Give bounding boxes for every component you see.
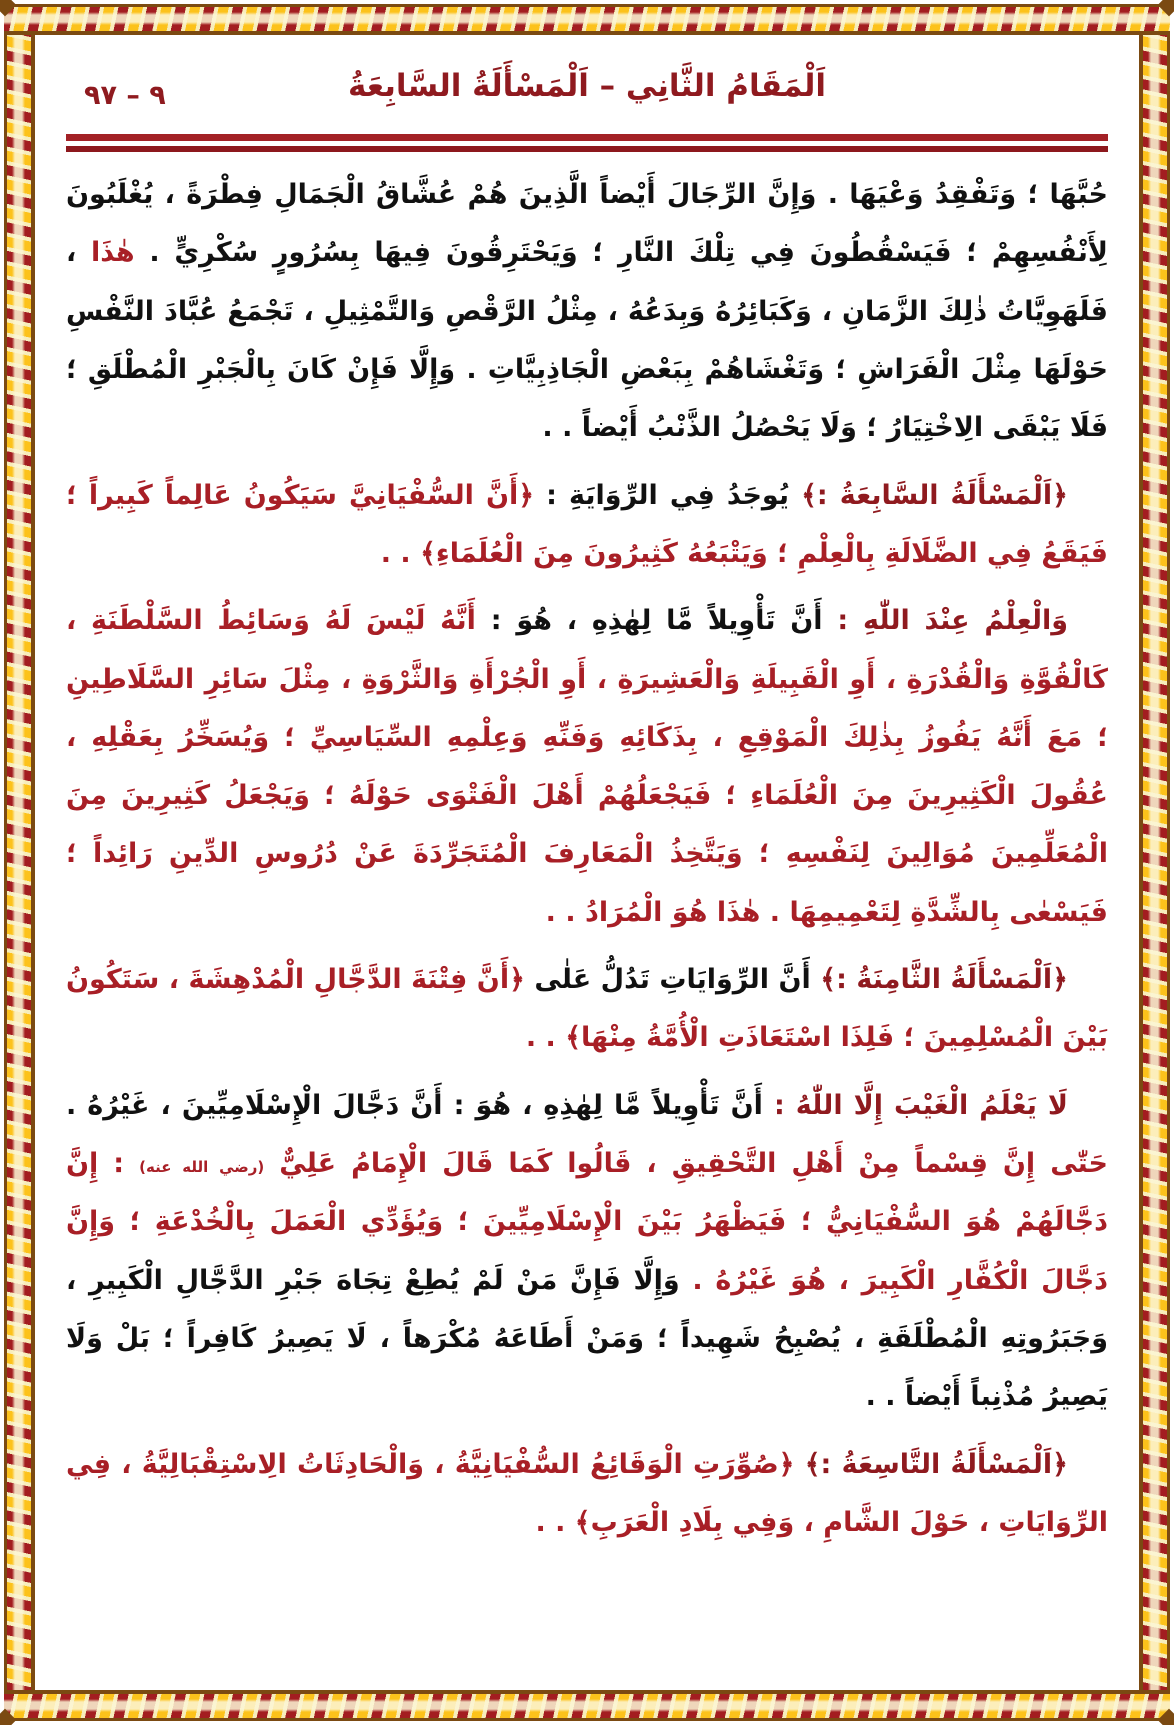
text-segment-maroon: ﴿اَلْمَسْأَلَةُ الثَّامِنَةُ :﴾ <box>810 964 1068 996</box>
text-segment-maroon: وَالْعِلْمُ عِنْدَ اللّٰهِ : <box>822 605 1068 637</box>
header-double-rule <box>66 134 1108 152</box>
text-segment-red: أَنَّهُ لَيْسَ لَهُ وَسَائِطُ السَّلْطَنَةِ ، كَالْقُوَّةِ وَالْقُدْرَةِ ، أَوِ الْقَبِيلَةِ وَالْعَشِيرَةِ ، أَوِ الْجُرْأَةِ وَالثَّرْوَةِ ، مِثْلَ سَائِرِ السَّلَاطِينِ ؛ مَعَ أَنَّهُ يَفُوزُ بِذٰلِكَ الْمَوْقِعِ ، بِذَكَائِهِ وَفَنِّهِ وَعِلْمِهِ السِّيَاسِيِّ ؛ وَيُسَخِّرُ بِعَقْلِهِ ، عُقُولَ الْكَثِيرِينَ مِنَ الْعُلَمَاءِ ؛ فَيَجْعَلُهُمْ أَهْلَ الْفَتْوَى حَوْلَهُ ؛ وَيَجْعَلُ كَثِيرِينَ مِنَ الْمُعَلِّمِينَ مُوَالِينَ لِنَفْسِهِ ؛ وَيَتَّخِذُ الْمَعَارِفَ الْمُتَجَرِّدَةَ عَنْ دُرُوسِ الدِّينِ رَائِداً ؛ فَيَسْعٰى بِالشِّدَّةِ لِتَعْمِيمِهَا . هٰذَا هُوَ الْمُرَادُ . . <box>66 605 1108 928</box>
text-segment-red: حَتّٰى إِنَّ قِسْماً مِنْ أَهْلِ التَّحْقِيقِ ، قَالُوا كَمَا قَالَ الْإِمَامُ عَلِيٌّ <box>264 1148 1108 1179</box>
text-segment-black: يُوجَدُ فِي الرِّوَايَةِ : <box>534 479 790 511</box>
text-segment-red: ﴿صُوِّرَتِ الْوَقَائِعُ السُّفْيَانِيَّةُ ، وَالْحَادِثَاتُ الِاسْتِقْبَالِيَّةُ ، فِي الرِّوَايَاتِ ، حَوْلَ الشَّامِ ، وَفِي بِلَادِ الْعَرَبِ﴾ . . <box>66 1448 1108 1538</box>
text-segment-red: : إِنَّ دَجَّالَهُمْ هُوَ السُّفْيَانِيُّ ؛ فَيَظْهَرُ بَيْنَ الْإِسْلَامِيِّينَ ؛ وَيُؤَدِّي الْعَمَلَ بِالْخُدْعَةِ ؛ وَإِنَّ دَجَّالَ الْكُفَّارِ الْكَبِيرَ ، هُوَ غَيْرُهُ . <box>66 1148 1109 1296</box>
text-segment-maroon: ﴿اَلْمَسْأَلَةُ السَّابِعَةُ :﴾ <box>789 479 1068 511</box>
text-segment-black: أَنَّ تَأْوِيلاً مَّا لِهٰذِهِ ، هُوَ : أَنَّ دَجَّالَ الْإِسْلَامِيِّينَ ، غَيْرُهُ . <box>66 1089 763 1121</box>
border-top-ornament <box>4 4 1170 35</box>
text-segment-honorific: (رضي الله عنه) <box>139 1158 265 1176</box>
paragraph-masala-7 <box>66 467 1108 584</box>
border-bottom-ornament <box>4 1690 1170 1721</box>
text-segment-black: وَإِلَّا فَإِنَّ مَنْ لَمْ يُطِعْ تِجَاهَ جَبْرِ الدَّجَّالِ الْكَبِيرِ ، وَجَبَرُوتِهِ الْمُطْلَقَةِ ، يُصْبِحُ شَهِيداً ؛ وَمَنْ أَطَاعَهُ مُكْرَهاً ، لَا يَصِيرُ كَافِراً ؛ بَلْ وَلَا يَصِيرُ مُذْنِباً أَيْضاً . . <box>66 1264 1108 1413</box>
text-segment-red: ﴿أَنَّ فِتْنَةَ الدَّجَّالِ الْمُدْهِشَةَ ، سَتَكُونُ بَيْنَ الْمُسْلِمِينَ ؛ فَلِذَا اسْتَعَاذَتِ الْأُمَّةُ مِنْهَا﴾ . . <box>66 964 1108 1054</box>
page-title: اَلْمَقَامُ الثَّانِي – اَلْمَسْأَلَةُ السَّابِعَةُ <box>347 68 827 104</box>
text-segment-red: ﴿أَنَّ السُّفْيَانِيَّ سَيَكُونُ عَالِماً كَبِيراً ؛ فَيَقَعُ فِي الضَّلَالَةِ بِالْعِلْمِ ؛ وَيَتْبَعُهُ كَثِيرُونَ مِنَ الْعُلَمَاءِ﴾ . . <box>66 479 1108 569</box>
border-right-ornament <box>1139 4 1170 1721</box>
page-header <box>66 58 1108 122</box>
page-content <box>66 58 1108 1677</box>
paragraph-masala-9 <box>66 1436 1108 1553</box>
border-left-ornament <box>4 4 35 1721</box>
paragraph-continuation <box>66 166 1108 458</box>
text-segment-black: حُبَّهَا ؛ وَتَفْقِدُ وَعْيَهَا . وَإِنَّ الرِّجَالَ أَيْضاً الَّذِينَ هُمْ عُشَّاقُ الْجَمَالِ فِطْرَةً ، يُغْلَبُونَ لِأَنْفُسِهِمْ ؛ فَيَسْقُطُونَ فِي تِلْكَ النَّارِ ؛ وَيَحْتَرِقُونَ فِيهَا بِسُرُورٍ سُكْرِيٍّ . <box>66 179 1108 269</box>
page-number: ٩ – ٩٧ <box>84 80 166 111</box>
text-segment-maroon: ﴿اَلْمَسْأَلَةُ التَّاسِعَةُ :﴾ <box>794 1448 1068 1480</box>
text-segment-maroon: لَا يَعْلَمُ الْغَيْبَ إِلَّا اللّٰهُ : <box>762 1089 1069 1121</box>
text-segment-black: أَنَّ الرِّوَايَاتِ تَدُلُّ عَلٰى <box>524 964 811 996</box>
paragraph-masala-8 <box>66 951 1108 1068</box>
paragraph-tawil-7 <box>66 592 1108 942</box>
body-paragraphs <box>66 166 1108 1552</box>
text-segment-black: أَنَّ تَأْوِيلاً مَّا لِهٰذِهِ ، هُوَ : <box>475 605 823 637</box>
paragraph-tawil-8 <box>66 1077 1108 1427</box>
text-segment-red: هٰذَا <box>91 237 135 269</box>
text-segment-black: ، فَلَهَوِيَّاتُ ذٰلِكَ الزَّمَانِ ، وَكَبَائِرُهُ وَبِدَعُهُ ، مِثْلُ الرَّقْصِ وَالتَّمْثِيلِ ، تَجْمَعُ عُبَّادَ النَّفْسِ حَوْلَهَا مِثْلَ الْفَرَاشِ ؛ وَتَغْشَاهُمْ بِبَعْضِ الْجَاذِبِيَّاتِ . وَإِلَّا فَإِنْ كَانَ بِالْجَبْرِ الْمُطْلَقِ ؛ فَلَا يَبْقَى الِاخْتِيَارُ ؛ وَلَا يَحْصُلُ الذَّنْبُ أَيْضاً . . <box>66 237 1108 444</box>
